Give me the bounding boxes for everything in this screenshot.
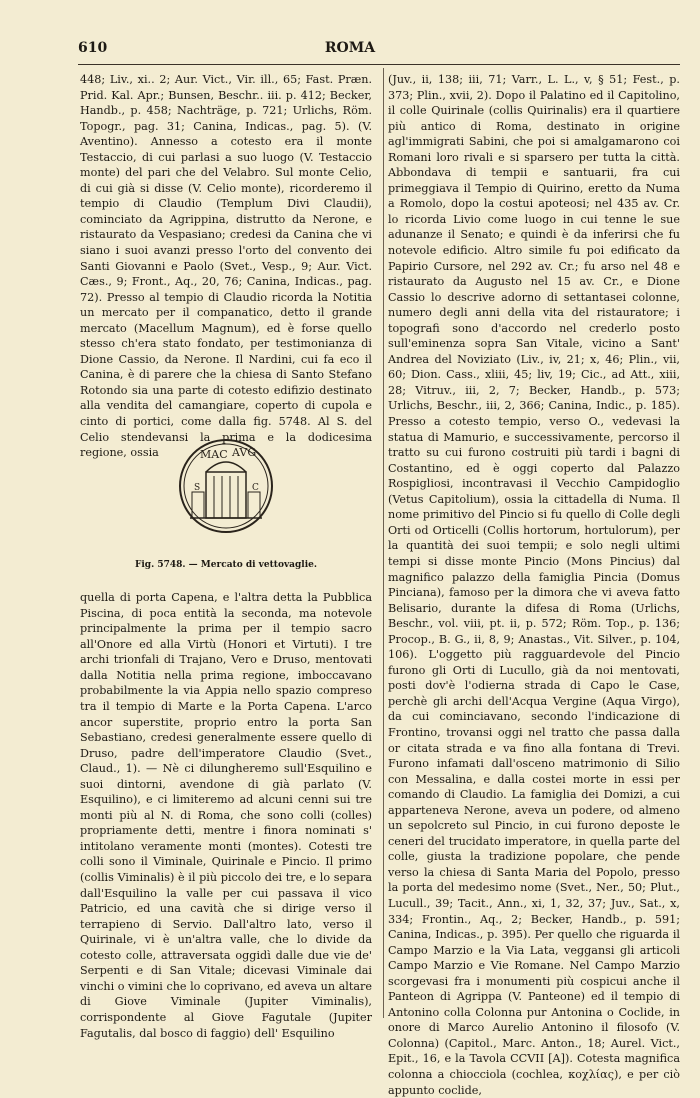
left-column-bottom [80, 579, 372, 1052]
left-column-top-text: 448; Liv., xi.. 2; Aur. Vict., Vir. ill., 65; Fast. Præn. Prid. Kal. Apr.; Bunsen, Beschr.. iii. p. 412; Becker, Handb., p. 458; Nachträge, p. 721; Urlichs, Röm. Topogr., pag. 31; Canina, Indicas., pag. 5). (V. Aventino). Annesso a cotesto era il monte Testaccio, di cui parlasi a suo luogo (V. Testaccio monte) del pari che del Velabro. Sul monte Celio, di cui già si disse (V. Celio monte), ricorderemo il tempio di Claudio (Templum Divi Claudii), cominciato da Agrippina, distrutto da Nerone, e ristaurato da Vespasiano; credesi da Canina che vi siano i suoi avanzi presso l'orto del convento dei Santi Giovanni e Paolo (Svet., Vesp., 9; Aur. Vict. Cæs., 9; Front., Aq., 20, 76; Canina, Indicas., pag. 72). Presso al tempio di Claudio ricorda la Notitia un mercato per il companatico, detto il grande mercato (Macellum Magnum), ed è forse quello stesso ch'era stato fondato, per testimonianza di Dione Cassio, da Nerone. Il Nardini, cui fa eco il Canina, è di parere che la chiesa di Santo Stefano Rotondo sia una parte di cotesto edifizio destinato alla vendita del camangiare, coperto di cupola e cinto di portici, come dalla fig. 5748. Al S. del Celio stendevansi la prima e la dodicesima regione, ossia [80, 73, 372, 460]
left-column-top [80, 72, 372, 461]
coin-svg [170, 424, 282, 544]
right-column [388, 72, 680, 1098]
right-column-text: (Juv., ii, 138; iii, 71; Varr., L. L., v, § 51; Fest., p. 373; Plin., xvii, 2). Dopo il Palatino ed il Capitolino, il colle Quirinale (collis Quirinalis) era il quartiere più antico di Roma, destinato in origine agl'immigrati Sabini, che poi si amalgamarono coi Romani loro rivali e si sparsero per tutta la città. Abbondava di tempii e santuarii, fra cui primeggiava il Tempio di Quirino, eretto da Numa a Romolo, dopo la costui apoteosi; nel 435 av. Cr. lo ricorda Livio come luogo in cui tenne le sue adunanze il Senato; e quindi è da inferirsi che fu notevole edificio. Altro simile fu poi edificato da Papirio Cursore, nel 292 av. Cr.; fu arso nel 48 e ristaurato da Augusto nel 15 av. Cr., e Dione Cassio lo descrive adorno di settantasei colonne, numero degli anni della vita del ristauratore; i topografi sono d'accordo nel crederlo posto sull'eminenza sopra San Vitale, vicino a Sant' Andrea del Noviziato (Liv., iv, 21; x, 46; Plin., vii, 60; Dion. Cass., xliii, 45; liv, 19; Cic., ad Att., xiii, 28; Vitruv., iii, 2, 7; Becker, Handb., p. 573; Urlichs, Beschr., iii, 2, 366; Canina, Indic., p. 185). Presso a cotesto tempio, verso O., vedevasi la statua di Mamurio, e successivamente, percorso il tratto su cui furono costruiti più tardi i bagni di Costantino, ed è oggi coperto dal Palazzo Rospigliosi, incontravasi il Vecchio Campidoglio (Vetus Capitolium), ossia la cittadella di Numa. Il nome primitivo del Pincio si fu quello di Colle degli Orti od Orticelli (Collis hortorum, hortulorum), per la quantità dei suoi tempii; e solo negli ultimi tempi si disse monte Pincio (Mons Pincius) dal magnifico palazzo della famiglia Pincia (Domus Pinciana), famoso per la dimora che vi aveva fatto Belisario, durante la difesa di Roma (Urlichs, Beschr., vol. viii, pt. ii, p. 572; Röm. Top., p. 136; Procop., B. G., ii, 8, 9; Anastas., Vit. Silver., p. 104, 106). L'oggetto più ragguardevole del Pincio furono gli Orti di Lucullo, già da noi mentovati, posti dov'è l'odierna strada di Capo le Case, perchè gli archi dell'Acqua Vergine (Aqua Virgo), da cui cominciavano, secondo l'indicazione di Frontino, trovansi oggi nel tratto che passa dalla or citata strada e va fino alla fontana di Trevi. Furono infamati dall'osceno matrimonio di Silio con Messalina, e dalla costei morte in essi per comando di Claudio. La famiglia dei Domizi, a cui apparteneva Nerone, aveva un podere, od almeno un sepolcreto sul Pincio, in cui furono deposte le ceneri del trucidato imperatore, in quella parte del colle, giusta la tradizione popolare, che pende verso la chiesa di Santa Maria del Popolo, presso la porta del medesimo nome (Svet., Ner., 50; Plut., Lucull., 39; Tacit., Ann., xi, 1, 32, 37; Juv., Sat., x, 334; Frontin., Aq., 2; Becker, Handb., p. 591; Canina, Indicas., p. 395). Per quello che riguarda il Campo Marzio e la Via Lata, veggansi gli articoli Campo Marzio e Vie Romane. Nel Campo Marzio scorgevasi fra i monumenti più cospicui anche il Panteon di Agrippa (V. Panteone) ed il tempio di Antonino colla Colonna pur Antonina o Coclide, in onore di Marco Aurelio Antonino il filosofo (V. Colonna) (Capitol., Marc. Anton., 18; Aurel. Vict., Epit., 16, e la Tavola CCVII [A]). Cotesta magnifica colonna a chiocciola (cochlea, κοχλίας), e per ciò appunto coclide, [388, 73, 680, 1097]
page-number: 610 [78, 40, 108, 56]
figure-caption: Fig. 5748. — Mercato di vettovaglie. [134, 560, 318, 570]
left-column-bottom-text: quella di porta Capena, e l'altra detta la Pubblica Piscina, di poca entità la seconda, ma notevole principalmente la prima per il tempio sacro all'Onore ed alla Virtù (Honori et Virtuti). I tre archi trionfali di Trajano, Vero e Druso, mentovati dalla Notitia nella prima regione, imboccavano probabilmente la via Appia nello spazio compreso tra il tempio di Marte e la Porta Capena. L'arco ancor superstite, proprio entro la porta San Sebastiano, credesi generalmente essere quello di Druso, padre dell'imperatore Claudio (Svet., Claud., 1). — Nè ci dilungheremo sull'Esquilino e suoi dintorni, avendone di già parlato (V. Esquilino), e ci limiteremo ad alcuni cenni sui tre monti più al N. di Roma, che sono colli (colles) propriamente detti, mentre i finora nominati s' intitolano veramente monti (montes). Cotesti tre colli sono il Viminale, Quirinale e Pincio. Il primo (collis Viminalis) è il più piccolo dei tre, e lo separa dall'Esquilino la valle per cui passava il vico Patricio, ed una cavità che si dirige verso il terrapieno di Servio. Dall'altro lato, verso il Quirinale, vi è un'altra valle, che lo divide da cotesto colle, attraversata oggidì dalle due vie de' Serpenti e di San Vitale; dicevasi Viminale dai vinchi o vimini che lo coprivano, ed aveva un altare di Giove Viminale (Jupiter Viminalis), corrispondente al Giove Fagutale (Jupiter Fagutalis, dal bosco di faggio) dell' Esquilino [80, 591, 372, 1040]
coin-illustration [170, 424, 282, 544]
coin-letters: S [194, 483, 201, 493]
header-rule [78, 64, 680, 65]
page-heading: ROMA [324, 40, 376, 56]
running-header [62, 40, 682, 60]
column-divider [383, 68, 384, 1018]
svg-text:AVG: AVG [232, 446, 257, 459]
coin-legend: MAC [200, 448, 228, 461]
svg-text:C: C [252, 483, 259, 493]
